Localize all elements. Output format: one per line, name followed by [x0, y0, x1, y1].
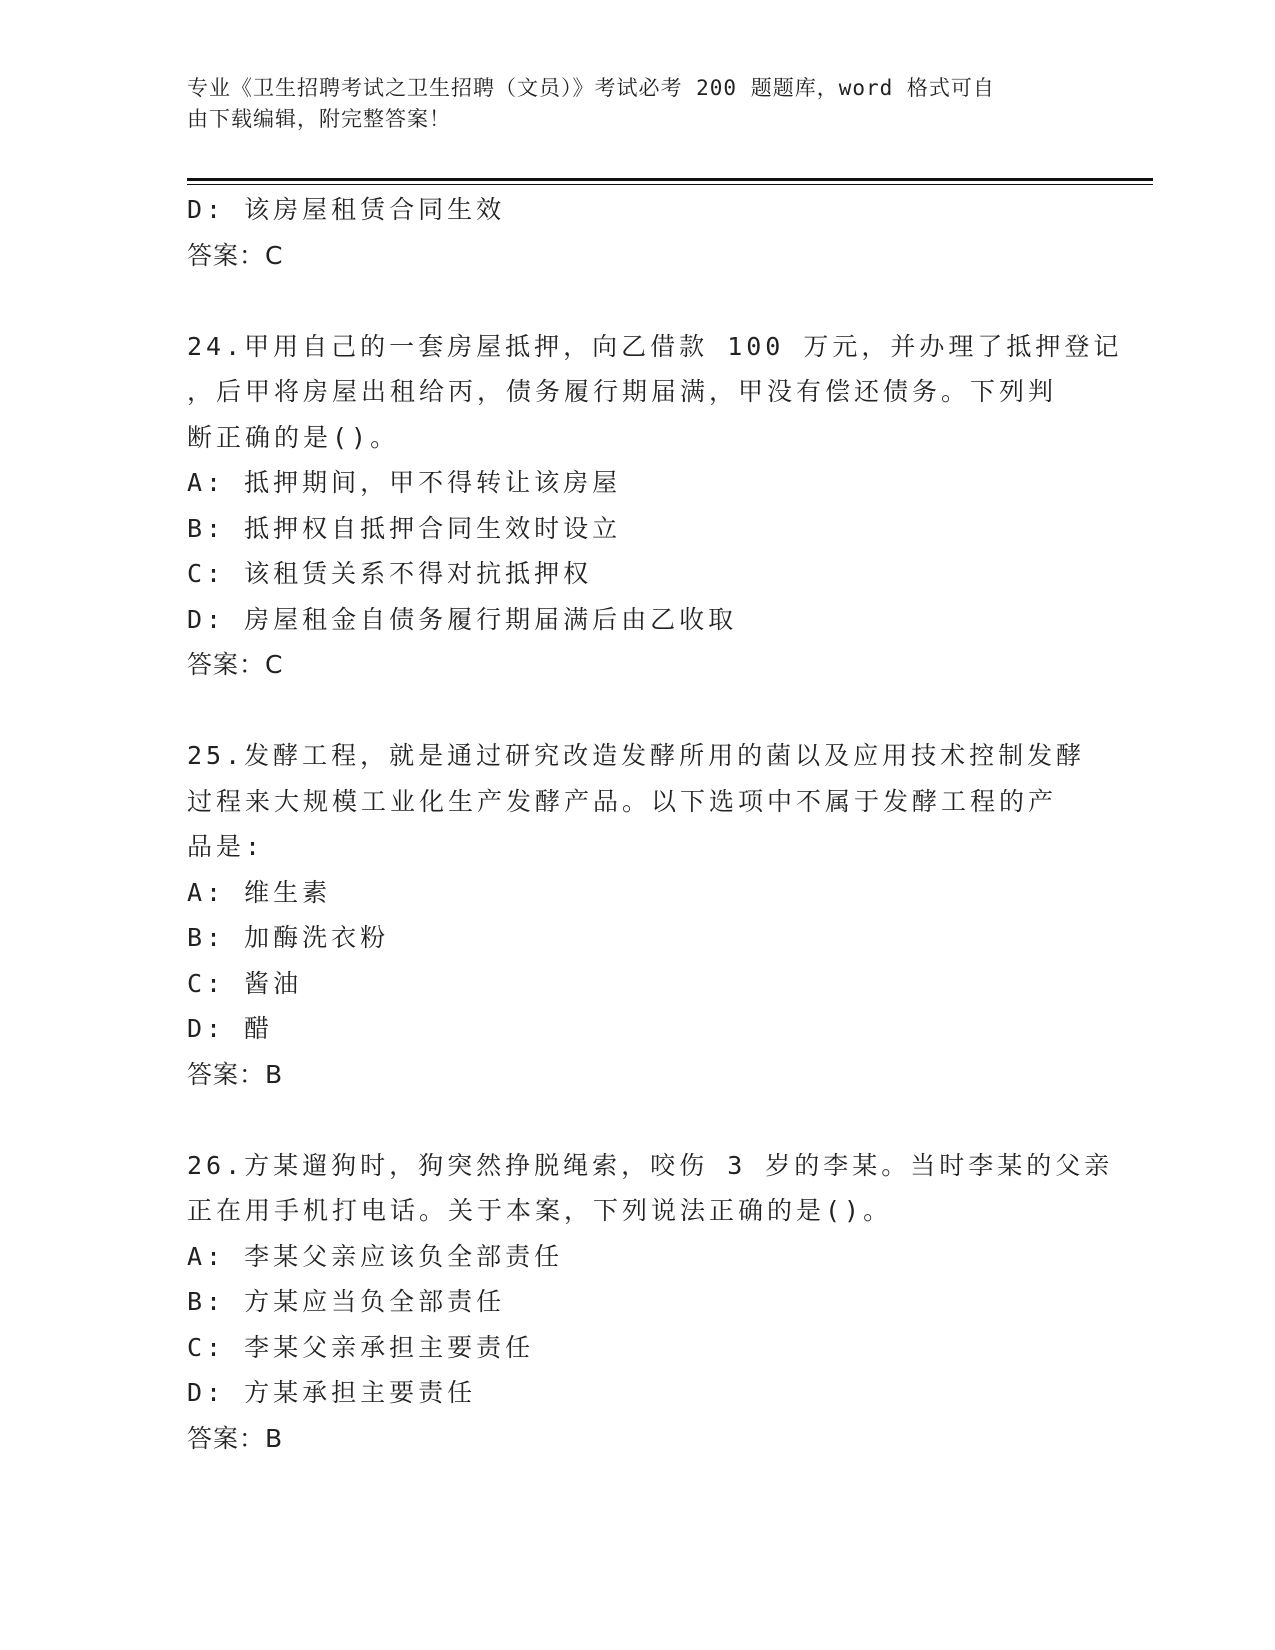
option-d: D: 醋: [187, 1014, 274, 1043]
spacer: [187, 688, 1087, 734]
question-25: [187, 733, 1087, 1097]
question-26: [187, 1143, 1114, 1462]
option-b: B: 抵押权自抵押合同生效时设立: [187, 513, 622, 543]
option-d: D: 方某承担主要责任: [187, 1378, 477, 1407]
option-c: C: 酱油: [187, 968, 303, 998]
option-b: B: 方某应当负全部责任: [187, 1287, 506, 1316]
question-stem-line: 过程来大规模工业化生产发酵产品。以下选项中不属于发酵工程的产: [187, 786, 1058, 816]
option-a: A: 抵押期间，甲不得转让该房屋: [187, 468, 622, 497]
answer-line: 答案：C: [187, 650, 284, 679]
header-line-2: 由下载编辑，附完整答案！: [187, 107, 451, 131]
question-stem-line: 26.方某遛狗时，狗突然挣脱绳索，咬伤 3 岁的李某。当时李某的父亲: [187, 1150, 1114, 1180]
document-header: [187, 73, 1067, 135]
header-rule-thin: [187, 184, 1153, 185]
option-c: C: 该租赁关系不得对抗抵押权: [187, 559, 593, 588]
option-a: A: 李某父亲应该负全部责任: [187, 1241, 564, 1271]
question-stem-line: ，后甲将房屋出租给丙，债务履行期届满，甲没有偿还债务。下列判: [187, 377, 1058, 406]
question-stem-line: 25.发酵工程，就是通过研究改造发酵所用的菌以及应用技术控制发酵: [187, 741, 1086, 770]
option-d: D: 房屋租金自债务履行期届满后由乙收取: [187, 604, 738, 634]
option-b: B: 加酶洗衣粉: [187, 923, 390, 952]
option-c: C: 李某父亲承担主要责任: [187, 1332, 535, 1362]
question-24: [187, 324, 1123, 688]
answer-line: 答案：C: [187, 240, 284, 270]
option-a: A: 维生素: [187, 877, 332, 907]
answer-line: 答案：B: [187, 1059, 284, 1089]
spacer: [187, 1097, 1087, 1143]
question-23-continuation: [187, 187, 1087, 278]
answer-line: 答案：B: [187, 1423, 284, 1453]
option-d: D: 该房屋租赁合同生效: [187, 195, 506, 224]
question-stem-line: 24.甲用自己的一套房屋抵押，向乙借款 100 万元，并办理了抵押登记: [187, 331, 1123, 361]
question-stem-line: 品是:: [187, 832, 265, 861]
header-line-1: 专业《卫生招聘考试之卫生招聘（文员）》考试必考 200 题题库，word 格式可自: [187, 76, 995, 100]
document-content: [187, 187, 1123, 1461]
question-stem-line: 断正确的是()。: [187, 422, 400, 452]
header-rule-thick: [187, 178, 1153, 181]
question-stem-line: 正在用手机打电话。关于本案，下列说法正确的是()。: [187, 1196, 893, 1225]
spacer: [187, 278, 1087, 324]
